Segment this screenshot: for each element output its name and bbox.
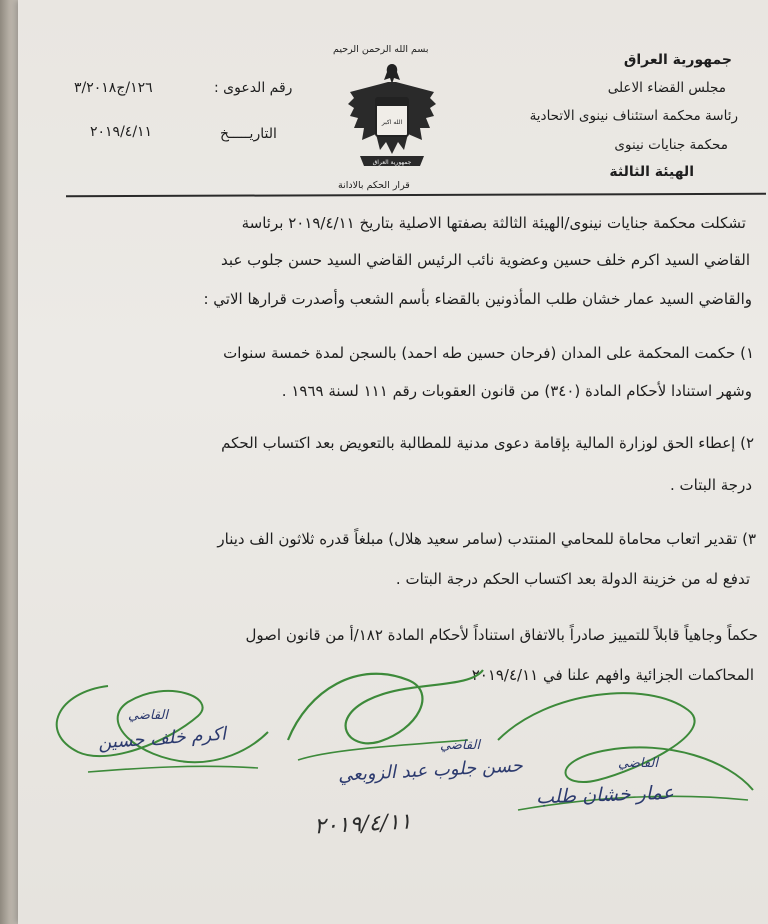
- item-1-line-2: وشهر استنادا لأحكام المادة (٣٤٠) من قانون العقوبات رقم ١١١ لسنة ١٩٦٩ .: [281, 382, 752, 400]
- item-2-line-1: ٢) إعطاء الحق لوزارة المالية بإقامة دعوى مدنية للمطالبة بالتعويض بعد اكتساب الحكم: [221, 434, 754, 452]
- closing-line-2: المحاكمات الجزائية وافهم علنا في ٢٠١٩/٤/١١: [471, 666, 754, 684]
- case-number-label: رقم الدعوى :: [214, 80, 293, 96]
- header-country: جمهورية العراق: [623, 52, 732, 68]
- handwritten-date: ٢٠١٩/٤/١١: [313, 809, 413, 840]
- basmala: بسم الله الرحمن الرحيم: [333, 44, 429, 55]
- header-divider: [66, 193, 766, 197]
- header-panel: الهيئة الثالثة: [609, 164, 694, 180]
- svg-text:الله اكبر: الله اكبر: [381, 119, 403, 126]
- date-value: ٢٠١٩/٤/١١: [90, 124, 153, 140]
- date-label: التاريـــــخ: [220, 126, 277, 142]
- item-2-line-2: درجة البتات .: [669, 476, 752, 494]
- header-presidency: رئاسة محكمة استئناف نينوى الاتحادية: [529, 108, 738, 124]
- signature-center-title: القاضي: [440, 738, 480, 753]
- document-page: [18, 0, 768, 924]
- intro-line-3: والقاضي السيد عمار خشان طلب المأذونين بالقضاء بأسم الشعب وأصدرت قرارها الاتي :: [203, 290, 752, 308]
- ruling-caption: قرار الحكم بالادانة: [338, 180, 410, 191]
- header-court: محكمة جنايات نينوى: [614, 137, 728, 153]
- signature-right-name: عمار خشان طلب: [535, 781, 675, 809]
- iraq-eagle-emblem: [346, 58, 438, 176]
- signature-right-title: القاضي: [618, 756, 658, 771]
- item-3-line-1: ٣) تقدير اتعاب محاماة للمحامي المنتدب (سامر سعيد هلال) مبلغاً قدره ثلاثون الف دينار: [217, 530, 756, 548]
- signature-right: [488, 680, 768, 830]
- intro-line-1: تشكلت محكمة جنايات نينوى/الهيئة الثالثة بصفتها الاصلية بتاريخ ٢٠١٩/٤/١١ برئاسة: [241, 214, 746, 232]
- item-1-line-1: ١) حكمت المحكمة على المدان (فرحان حسين طه احمد) بالسجن لمدة خمسة سنوات: [223, 344, 754, 362]
- header-council: مجلس القضاء الاعلى: [607, 80, 726, 96]
- case-number-value: ١٢٦/ج٣/٢٠١٨: [74, 80, 153, 96]
- closing-line-1: حكماً وجاهياً قابلاً للتمييز صادراً بالاتفاق استناداً لأحكام المادة ١٨٢/أ من قانون اصول: [245, 626, 758, 644]
- emblem-banner-text: جمهورية العراق: [372, 159, 412, 166]
- signature-center-name: حسن جلوب عبد الزوبعي: [337, 755, 524, 786]
- signature-left-title: القاضي: [128, 708, 168, 723]
- item-3-line-2: تدفع له من خزينة الدولة بعد اكتساب الحكم درجة البتات .: [395, 570, 750, 588]
- intro-line-2: القاضي السيد اكرم خلف حسين وعضوية نائب الرئيس القاضي السيد حسن جلوب عبد: [221, 251, 750, 269]
- signature-left-name: اكرم خلف حسين: [97, 723, 227, 754]
